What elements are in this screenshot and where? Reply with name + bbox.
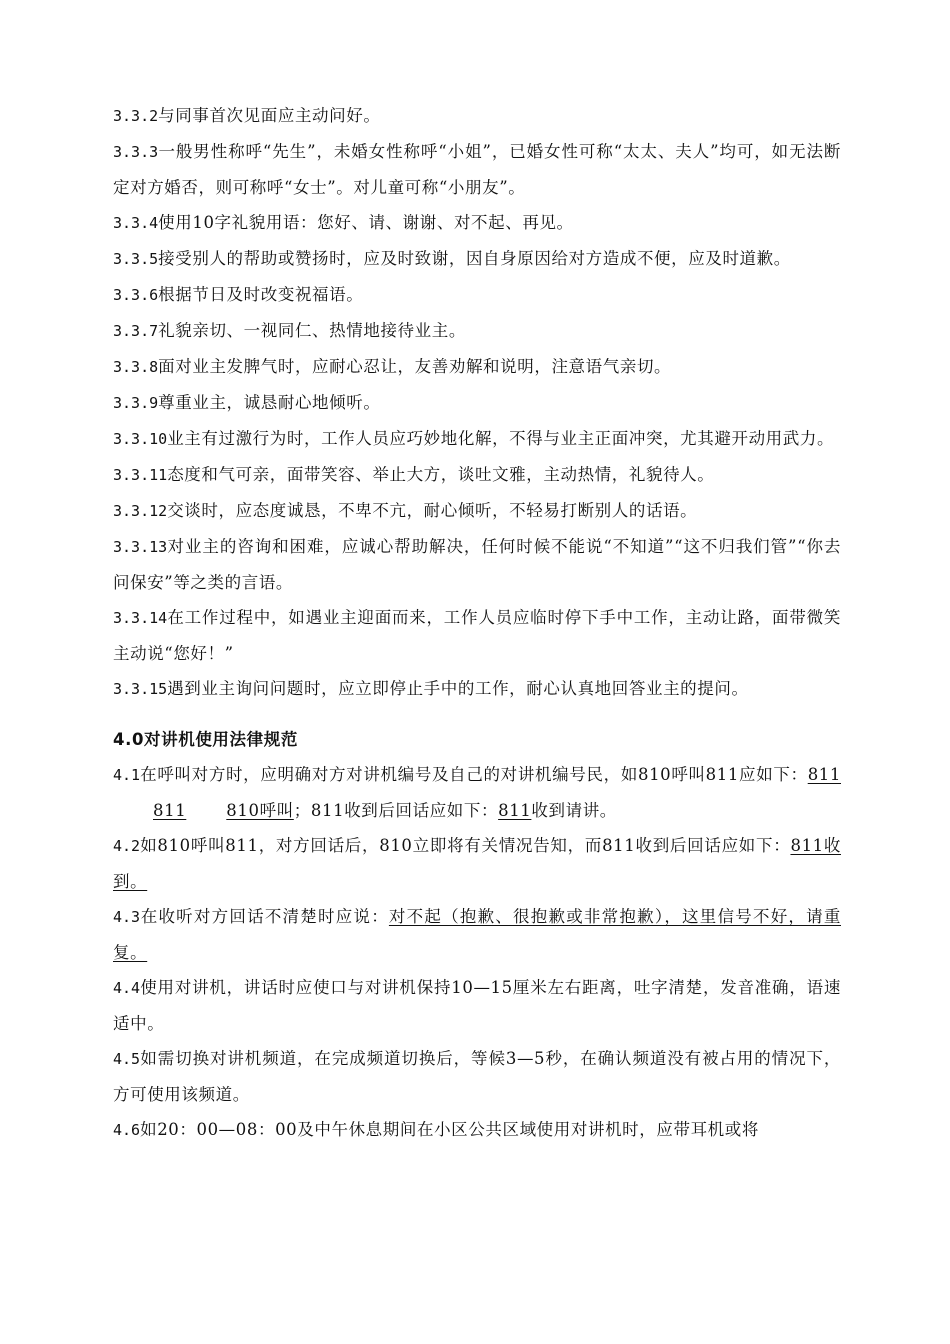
section-4-heading: 4.0对讲机使用法律规范 — [113, 730, 298, 749]
clause-number: 3.3.3 — [113, 143, 159, 161]
clause-text: 交谈时，应态度诚恳，不卑不亢，耐心倾听，不轻易打断别人的话语。 — [167, 501, 698, 520]
clause-number: 4.4 — [113, 979, 141, 997]
clause-number: 3.3.9 — [113, 394, 159, 412]
clause-4-4 — [113, 970, 841, 1041]
clause-4-3 — [113, 899, 841, 970]
clause-3-3-12 — [113, 493, 841, 529]
clause-text-c: 收到请讲。 — [531, 801, 617, 820]
clause-number: 3.3.12 — [113, 502, 168, 520]
clause-text: 与同事首次见面应主动问好。 — [158, 106, 381, 125]
clause-number: 3.3.4 — [113, 214, 159, 232]
clause-3-3-13 — [113, 529, 841, 600]
clause-number: 3.3.2 — [113, 107, 159, 125]
clause-3-3-3 — [113, 134, 841, 205]
underlined-reply: 811收到。 — [113, 836, 841, 891]
clause-text: 如810呼叫811，对方回话后，810立即将有关情况告知，而811收到后回话应如下： — [140, 836, 791, 855]
clause-number: 3.3.7 — [113, 322, 159, 340]
clause-3-3-2 — [113, 98, 841, 134]
clause-3-3-11 — [113, 457, 841, 493]
clause-text: 在收听对方回话不清楚时应说： — [140, 907, 389, 926]
clause-number: 4.6 — [113, 1121, 141, 1139]
clause-text: 态度和气可亲，面带笑容、举止大方，谈吐文雅，主动热情，礼貌待人。 — [167, 465, 715, 484]
clause-text-b: ；811收到后回话应如下： — [293, 801, 499, 820]
clause-text: 在呼叫对方时，应明确对方对讲机编号及自己的对讲机编号民，如810呼叫811应如下： — [140, 765, 808, 784]
clause-3-3-8 — [113, 349, 841, 385]
clause-number: 4.2 — [113, 837, 141, 855]
underlined-phrase: 对不起（抱歉、很抱歉或非常抱歉），这里信号不好，请重复。 — [113, 907, 841, 962]
call-id-1: 811 — [807, 765, 841, 784]
clause-4-6 — [113, 1112, 841, 1148]
clause-3-3-7 — [113, 313, 841, 349]
clause-number: 3.3.14 — [113, 609, 168, 627]
call-id-3: 810呼叫 — [226, 801, 294, 820]
section-3-3-list — [113, 98, 841, 707]
clause-text: 礼貌亲切、一视同仁、热情地接待业主。 — [158, 321, 466, 340]
clause-text: 面对业主发脾气时，应耐心忍让，友善劝解和说明，注意语气亲切。 — [158, 357, 672, 376]
clause-text: 业主有过激行为时，工作人员应巧妙地化解，不得与业主正面冲突，尤其避开动用武力。 — [167, 429, 835, 448]
clause-number: 4.5 — [113, 1050, 141, 1068]
clause-text: 接受别人的帮助或赞扬时，应及时致谢，因自身原因给对方造成不便，应及时道歉。 — [158, 249, 791, 268]
clause-number: 3.3.10 — [113, 430, 168, 448]
clause-text: 使用对讲机，讲话时应使口与对讲机保持10—15厘米左右距离，吐字清楚，发音准确，语速适中。 — [113, 978, 841, 1033]
call-id-2: 811 — [153, 801, 187, 820]
clause-4-1 — [113, 757, 841, 828]
clause-text: 在工作过程中，如遇业主迎面而来，工作人员应临时停下手中工作，主动让路，面带微笑主动说“您好！” — [113, 608, 841, 663]
underlined-reply-id: 811 — [498, 801, 532, 820]
clause-3-3-5 — [113, 241, 841, 277]
clause-number: 3.3.13 — [113, 538, 168, 556]
clause-3-3-15 — [113, 671, 841, 707]
clause-number: 3.3.8 — [113, 358, 159, 376]
clause-3-3-14 — [113, 600, 841, 671]
clause-4-2 — [113, 828, 841, 899]
clause-text: 使用10字礼貌用语：您好、请、谢谢、对不起、再见。 — [158, 213, 574, 232]
clause-text: 一般男性称呼“先生”，未婚女性称呼“小姐”，已婚女性可称“太太、夫人”均可，如无法断定对方婚否，则可称呼“女士”。对儿童可称“小朋友”。 — [113, 142, 841, 197]
clause-number: 4.3 — [113, 908, 141, 926]
clause-text: 遇到业主询问问题时，应立即停止手中的工作，耐心认真地回答业主的提问。 — [167, 679, 749, 698]
clause-3-3-10 — [113, 421, 841, 457]
clause-number: 3.3.5 — [113, 250, 159, 268]
clause-4-5 — [113, 1041, 841, 1112]
clause-number: 3.3.6 — [113, 286, 159, 304]
clause-text: 尊重业主，诚恳耐心地倾听。 — [158, 393, 381, 412]
clause-number: 3.3.11 — [113, 466, 168, 484]
clause-text: 如需切换对讲机频道，在完成频道切换后，等候3—5秒，在确认频道没有被占用的情况下，方可使用该频道。 — [113, 1049, 841, 1104]
clause-3-3-6 — [113, 277, 841, 313]
clause-text: 对业主的咨询和困难，应诚心帮助解决，任何时候不能说“不知道”“这不归我们管”“你去问保安”等之类的言语。 — [113, 537, 841, 592]
document-page — [113, 98, 841, 1148]
clause-3-3-9 — [113, 385, 841, 421]
clause-number: 3.3.15 — [113, 680, 168, 698]
clause-number: 4.1 — [113, 766, 141, 784]
clause-3-3-4 — [113, 205, 841, 241]
clause-text: 根据节日及时改变祝福语。 — [158, 285, 364, 304]
clause-text: 如20：00—08：00及中午休息期间在小区公共区域使用对讲机时，应带耳机或将 — [140, 1120, 759, 1139]
